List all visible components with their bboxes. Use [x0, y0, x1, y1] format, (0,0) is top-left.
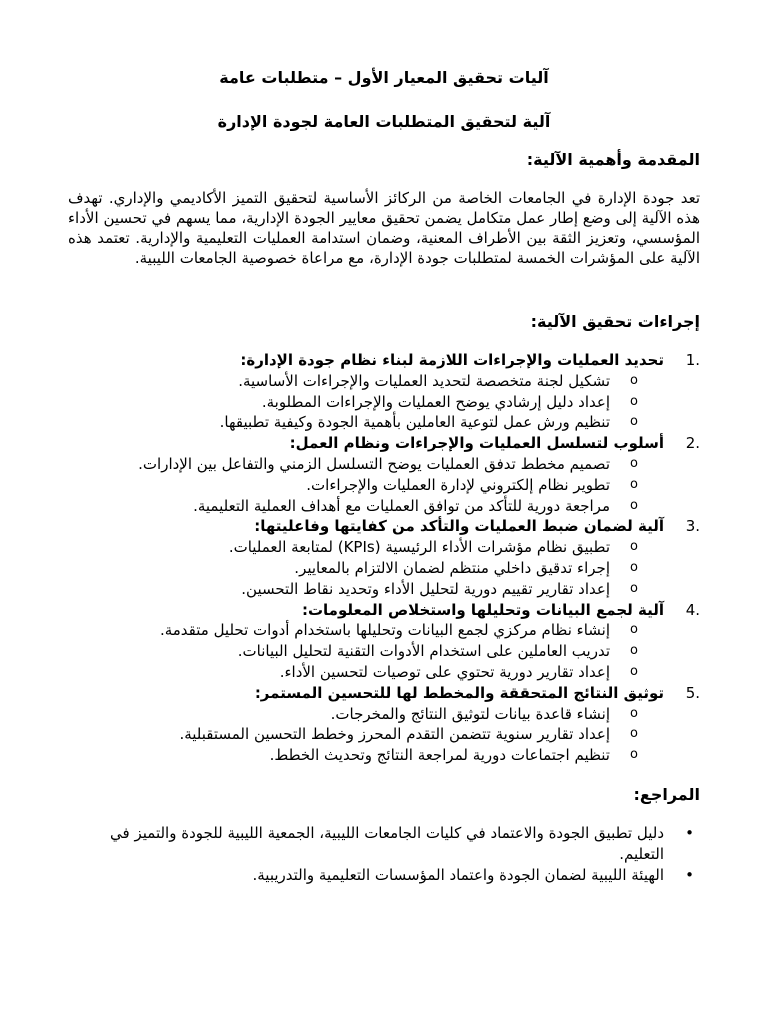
step-number: 5.	[685, 683, 700, 702]
step-item-text: إعداد تقارير دورية تحتوي على توصيات لتحسين الأداء.	[279, 662, 610, 681]
step-item	[68, 392, 700, 413]
step-item	[68, 558, 700, 579]
step-item-text: إنشاء قاعدة بيانات لتوثيق النتائج والمخرجات.	[330, 704, 610, 723]
document-subtitle: آلية لتحقيق المتطلبات العامة لجودة الإدارة	[217, 112, 551, 131]
step-item	[68, 412, 700, 433]
circle-bullet-icon: o	[630, 559, 638, 575]
step-item	[68, 496, 700, 517]
circle-bullet-icon: o	[630, 393, 638, 409]
step-item-text: تطبيق نظام مؤشرات الأداء الرئيسية (KPIs) لمتابعة العمليات.	[228, 538, 610, 557]
step-title-text: توثيق النتائج المتحققة والمخطط لها للتحسين المستمر:	[254, 683, 664, 702]
steps-list	[68, 350, 700, 766]
circle-bullet-icon: o	[630, 414, 638, 430]
step-title	[68, 350, 700, 371]
step-title	[68, 433, 700, 454]
circle-bullet-icon: o	[630, 622, 638, 638]
step-title-text: تحديد العمليات والإجراءات اللازمة لبناء نظام جودة الإدارة:	[240, 351, 664, 369]
step-item-text: تصميم مخطط تدفق العمليات يوضح التسلسل الزمني والتفاعل بين الإدارات.	[138, 454, 610, 473]
step-item	[68, 662, 700, 683]
step-item	[68, 537, 700, 558]
circle-bullet-icon: o	[630, 372, 638, 388]
step-item-text: تشكيل لجنة متخصصة لتحديد العمليات والإجراءات الأساسية.	[238, 371, 610, 390]
step-title-text: أسلوب لتسلسل العمليات والإجراءات ونظام العمل:	[289, 434, 664, 453]
circle-bullet-icon: o	[630, 747, 638, 763]
step-item-text: إعداد تقارير تقييم دورية لتحليل الأداء وتحديد نقاط التحسين.	[241, 579, 610, 598]
step-title	[68, 600, 700, 621]
circle-bullet-icon: o	[630, 539, 638, 555]
document-title: آليات تحقيق المعيار الأول – متطلبات عامة	[219, 68, 549, 87]
step-number: 3.	[685, 517, 700, 536]
step-item	[68, 454, 700, 475]
step-item-text: تدريب العاملين على استخدام الأدوات التقنية لتحليل البيانات.	[237, 642, 610, 661]
step-item-text: إعداد تقارير سنوية تتضمن التقدم المحرز وخطط التحسين المستقبلية.	[179, 725, 610, 744]
references-list	[68, 823, 700, 886]
step-item	[68, 475, 700, 496]
step-item-text: إنشاء نظام مركزي لجمع البيانات وتحليلها باستخدام أدوات تحليل متقدمة.	[159, 621, 610, 640]
step-number: 2.	[685, 434, 700, 453]
step-item-text: تنظيم ورش عمل لتوعية العاملين بأهمية الجودة وكيفية تطبيقها.	[219, 413, 610, 432]
step-title	[68, 683, 700, 704]
circle-bullet-icon: o	[630, 726, 638, 742]
step-title-text: آلية لجمع البيانات وتحليلها واستخلاص المعلومات:	[301, 600, 664, 619]
step-item-text: تطوير نظام إلكتروني لإدارة العمليات والإجراءات.	[306, 475, 610, 494]
step-item-text: إجراء تدقيق داخلي منتظم لضمان الالتزام بالمعايير.	[294, 558, 610, 577]
reference-item	[68, 865, 700, 886]
step-item-text: مراجعة دورية للتأكد من توافق العمليات مع أهداف العملية التعليمية.	[193, 496, 610, 515]
circle-bullet-icon: o	[630, 705, 638, 721]
references-heading: المراجع:	[633, 785, 700, 804]
step-number: 1.	[685, 351, 700, 369]
step-item-text: إعداد دليل إرشادي يوضح العمليات والإجراءات المطلوبة.	[261, 392, 610, 411]
bullet-icon: •	[685, 824, 694, 842]
step-item	[68, 704, 700, 725]
step-item	[68, 724, 700, 745]
step-item-text: تنظيم اجتماعات دورية لمراجعة النتائج وتحديث الخطط.	[269, 746, 610, 765]
step-item	[68, 579, 700, 600]
step-title	[68, 516, 700, 537]
circle-bullet-icon: o	[630, 497, 638, 513]
intro-heading: المقدمة وأهمية الآلية:	[526, 150, 700, 169]
step-item	[68, 620, 700, 641]
intro-paragraph: تعد جودة الإدارة في الجامعات الخاصة من الركائز الأساسية لتحقيق التميز الأكاديمي والإداري. تهدف هذه الآلية إلى وضع إطار عمل متكامل يضمن تحقيق معايير الجودة الإدارية، مما يسهم في تحسين الأداء المؤسسي، وتعزيز الثقة بين الأطراف المعنية، وضمان استدامة العمليات التعليمية والإدارية. تعتمد هذه الآلية على المؤشرات الخمسة لمتطلبات جودة الإدارة، مع مراعاة خصوصية الجامعات الليبية.	[68, 189, 700, 267]
circle-bullet-icon: o	[630, 663, 638, 679]
steps-heading: إجراءات تحقيق الآلية:	[530, 312, 700, 331]
step-item	[68, 641, 700, 662]
step-item	[68, 745, 700, 766]
circle-bullet-icon: o	[630, 643, 638, 659]
bullet-icon: •	[685, 866, 694, 884]
reference-text: دليل تطبيق الجودة والاعتماد في كليات الجامعات الليبية، الجمعية الليبية للجودة والتميز في التعليم.	[110, 824, 664, 863]
reference-text: الهيئة الليبية لضمان الجودة واعتماد المؤسسات التعليمية والتدريبية.	[252, 866, 664, 884]
circle-bullet-icon: o	[630, 476, 638, 492]
reference-item	[68, 823, 700, 865]
step-number: 4.	[685, 600, 700, 619]
step-item	[68, 371, 700, 392]
circle-bullet-icon: o	[630, 455, 638, 471]
circle-bullet-icon: o	[630, 580, 638, 596]
step-title-text: آلية لضمان ضبط العمليات والتأكد من كفايتها وفاعليتها:	[254, 517, 664, 536]
